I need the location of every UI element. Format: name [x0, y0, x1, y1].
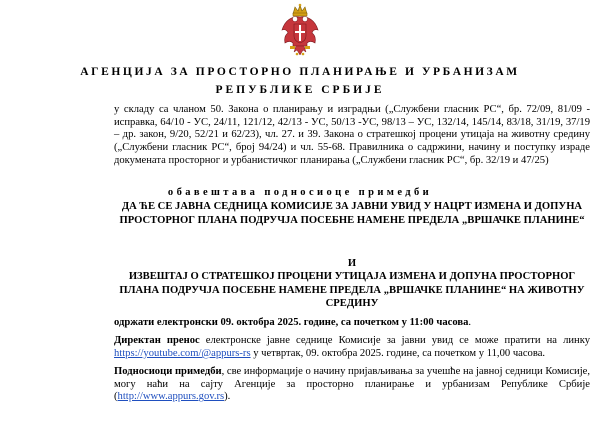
applicants-label: Подносиоци примедби: [114, 366, 222, 377]
conjunction: И: [347, 258, 357, 269]
notice-heading: обавештава подносиоце примедби: [167, 187, 433, 198]
broadcast-time-text: у четвртак, 09. октобра 2025. године, са почетком у 11,00 часова.: [250, 347, 546, 359]
broadcast-paragraph: [114, 335, 590, 360]
agency-website-link[interactable]: http://www.appurs.gov.rs: [117, 391, 225, 403]
session-date-paragraph: [114, 317, 590, 330]
legal-basis-paragraph: у складу са чланом 50. Закона о планирању и изградњи („Службени гласник РС“, бр. 72/09, 81/09 - исправка, 64/10 - УС, 24/11, 121/12, 42/13 - УС, 50/13 -УС, 98/13 – УС, 132/14, 145/14, 83/18, 31/19, 37/19 – др. закон, 9/20, 52/21 и 62/23), чл. 27. и 39. Закона о стратешкој процени утицаја на животну средину („Службени гласник РС“, број 94/24) и чл. 55-68. Правилника о садржини, начину и поступку израде докумената просторног и урбанистичког планирања („Службени гласник РС“, бр. 32/19 и 47/25): [114, 104, 590, 166]
agency-title: АГЕНЦИЈА ЗА ПРОСТОРНО ПЛАНИРАЊЕ И УРБАНИЗАМ: [80, 66, 520, 78]
serbian-coat-of-arms-icon: [279, 2, 321, 60]
youtube-link[interactable]: https://youtube.com/@appurs-rs: [114, 347, 251, 359]
applicants-text: , све информације о начину пријављивања за учешће на јавној седници Комисије, могу наћи на сајту Агенције за просторно планирање и урбанизам Републике Србије (: [114, 366, 590, 403]
applicants-end: ).: [224, 391, 231, 403]
session-announcement: ДА ЋЕ СЕ ЈАВНА СЕДНИЦА КОМИСИЈЕ ЗА ЈАВНИ УВИД У НАЦРТ ИЗМЕНА И ДОПУНА ПРОСТОРНОГ ПЛАНА ПОДРУЧЈА ПОСЕБНЕ НАМЕНЕ ПРЕДЕЛА „ВРШАЧКЕ ПЛАНИНЕ“: [119, 201, 585, 226]
report-title: ИЗВЕШТАЈ О СТРАТЕШКОЈ ПРОЦЕНИ УТИЦАЈА ИЗМЕНА И ДОПУНА ПРОСТОРНОГ ПЛАНА ПОДРУЧЈА ПОСЕБНЕ НАМЕНЕ ПРЕДЕЛА „ВРШАЧКЕ ПЛАНИНЕ“ НА ЖИВОТНУ СРЕДИНУ: [119, 271, 585, 309]
broadcast-label: Директан пренос: [114, 335, 200, 346]
republic-title: РЕПУБЛИКЕ СРБИЈЕ: [215, 84, 385, 96]
session-date-end: .: [468, 317, 472, 328]
applicants-paragraph: [114, 366, 590, 404]
broadcast-text: електронске јавне седнице Комисије за јавни увид се може пратити на линку: [199, 335, 590, 346]
session-date-text: одржати електронски 09. октобра 2025. године, са почетком у 11:00 часова: [114, 317, 469, 328]
